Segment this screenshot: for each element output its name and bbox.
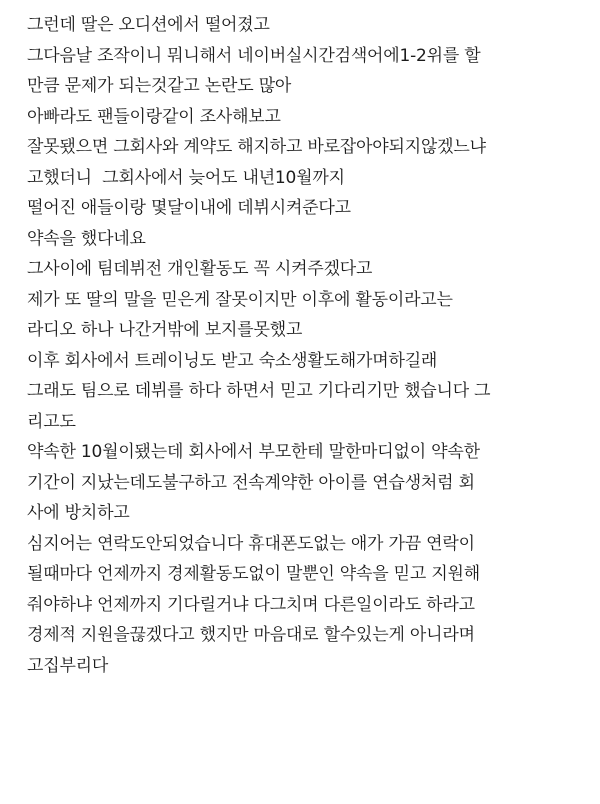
text-line-9: 그사이에 팀데뷔전 개인활동도 꼭 시켜주겠다고	[27, 259, 373, 279]
text-line-4: 아빠라도 팬들이랑같이 조사해보고	[27, 106, 281, 127]
text-line-7: 떨어진 애들이랑 몇달이내에 데뷔시켜준다고	[27, 198, 351, 218]
text-line-17: 사에 방치하고	[27, 503, 130, 523]
text-line-6: 고했더니 그회사에서 늦어도 내년10월까지	[27, 167, 345, 188]
text-line-2: 그다음날 조작이니 뭐니해서 네이버실시간검색어에1-2위를 할	[27, 45, 481, 66]
text-line-19: 될때마다 언제까지 경제활동도없이 말뿐인 약속을 믿고 지원해	[27, 564, 480, 584]
text-line-15: 약속한 10월이됐는데 회사에서 부모한테 말한마디없이 약속한	[27, 442, 480, 462]
text-line-1: 그런데 딸은 오디션에서 떨어졌고	[27, 15, 270, 35]
text-line-11: 라디오 하나 나간거밖에 보지를못했고	[27, 320, 303, 340]
text-line-10: 제가 또 딸의 말을 믿은게 잘못이지만 이후에 활동이라고는	[27, 289, 453, 310]
text-line-21: 경제적 지원을끊겠다고 했지만 마음대로 할수있는게 아니라며	[27, 625, 475, 645]
document-body	[27, 10, 597, 681]
text-line-16: 기간이 지났는데도불구하고 전속계약한 아이를 연습생처럼 회	[27, 472, 475, 493]
text-line-18: 심지어는 연락도안되었습니다 휴대폰도없는 애가 가끔 연락이	[27, 533, 475, 554]
text-line-12: 이후 회사에서 트레이닝도 받고 숙소생활도해가며하길래	[27, 350, 438, 371]
text-line-20: 줘야하냐 언제까지 기다릴거냐 다그치며 다른일이라도 하라고	[27, 594, 475, 615]
text-line-22: 고집부리다	[27, 655, 109, 676]
text-line-14: 리고도	[27, 411, 76, 432]
text-line-3: 만큼 문제가 되는것같고 논란도 많아	[27, 76, 292, 96]
text-line-8: 약속을 했다네요	[27, 228, 146, 249]
text-line-5: 잘못됐으면 그회사와 계약도 해지하고 바로잡아야되지않겠느냐	[27, 137, 486, 157]
text-line-13: 그래도 팀으로 데뷔를 하다 하면서 믿고 기다리기만 했습니다 그	[27, 381, 491, 401]
